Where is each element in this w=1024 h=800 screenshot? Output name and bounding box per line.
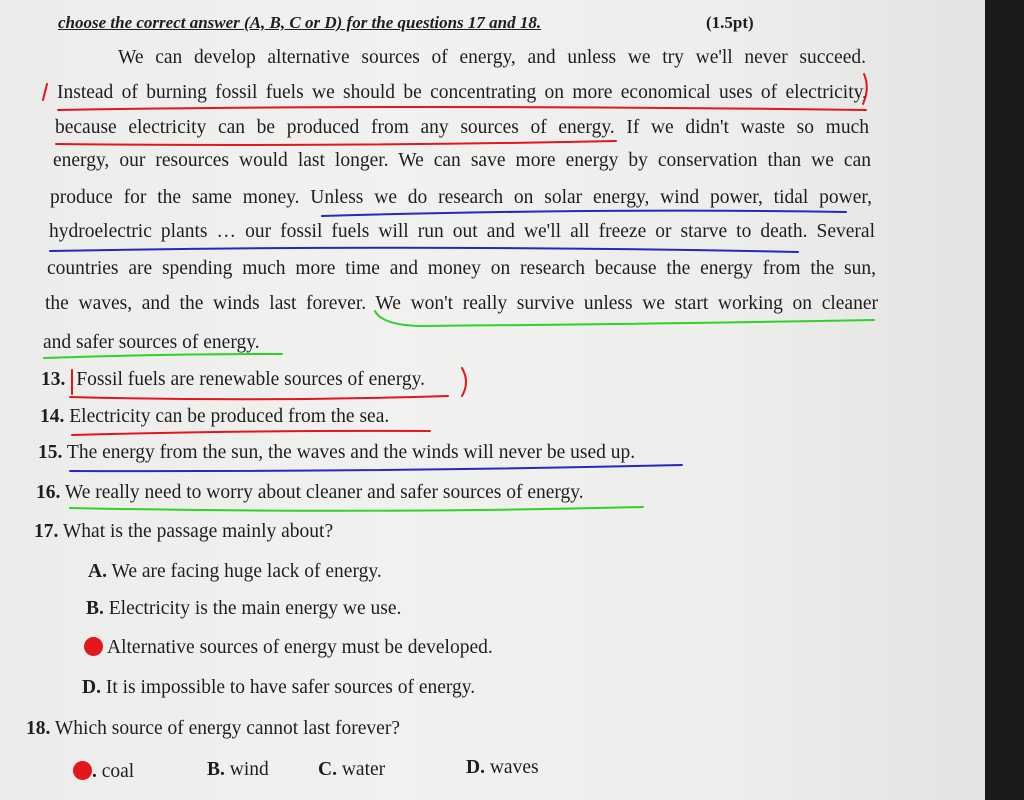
option-letter: B. <box>207 759 225 780</box>
option-17-b[interactable] <box>86 597 401 621</box>
option-letter: . <box>92 761 97 782</box>
red-bracket-mark <box>462 368 466 396</box>
blue-underline <box>322 211 846 216</box>
statement-16 <box>36 481 584 505</box>
statement-text: Electricity can be produced from the sea. <box>69 406 390 427</box>
red-underline <box>72 431 430 435</box>
option-letter: A. <box>88 561 107 582</box>
blue-underline <box>50 248 798 252</box>
instruction-heading: choose the correct answer (A, B, C or D) for the questions 17 and 18. <box>58 13 542 32</box>
statement-text: The energy from the sun, the waves and the winds will never be used up. <box>66 442 636 463</box>
statement-14 <box>40 405 389 429</box>
option-text: Electricity is the main energy we use. <box>108 598 402 619</box>
passage-line: because electricity can be produced from any sources of energy. If we didn't waste so much <box>55 117 869 138</box>
red-underline <box>70 396 448 399</box>
statement-number: 14. <box>40 406 65 427</box>
question-number: 18. <box>26 718 51 739</box>
points-label: (1.5pt) <box>706 13 754 32</box>
passage-line: countries are spending much more time and money on research because the energy from the sun, <box>47 258 876 279</box>
passage-line: We can develop alternative sources of energy, and unless we try we'll never succeed. <box>118 47 866 68</box>
option-17-d[interactable] <box>82 676 475 700</box>
statement-number: 16. <box>36 482 61 503</box>
option-letter: C. <box>318 759 337 780</box>
statement-text: We really need to worry about cleaner and safer sources of energy. <box>64 482 584 503</box>
option-18-d[interactable] <box>466 756 539 780</box>
statement-number: 13. <box>41 369 66 390</box>
question-number: 17. <box>34 521 59 542</box>
option-text: Alternative sources of energy must be developed. <box>107 637 493 658</box>
blue-underline <box>70 465 682 471</box>
statement-15 <box>38 441 635 465</box>
option-17-c-marked[interactable] <box>84 636 493 660</box>
question-18-prompt <box>26 717 400 741</box>
option-letter: D. <box>82 677 101 698</box>
option-17-a[interactable] <box>88 560 382 584</box>
option-letter: D. <box>466 757 485 778</box>
option-text: wind <box>229 759 269 780</box>
option-18-a-marked[interactable] <box>73 760 134 784</box>
option-text: coal <box>101 761 135 782</box>
option-18-c[interactable] <box>318 758 385 782</box>
green-underline <box>70 507 643 511</box>
question-17-prompt <box>34 520 333 544</box>
red-underline <box>56 141 616 145</box>
option-text: We are facing huge lack of energy. <box>111 561 382 582</box>
passage-line: energy, our resources would last longer. We can save more energy by conservation than we can <box>53 150 871 171</box>
passage-line: the waves, and the winds last forever. We won't really survive unless we start working on cleaner <box>45 293 878 314</box>
option-letter: B. <box>86 598 104 619</box>
question-text: Which source of energy cannot last forever? <box>54 718 400 739</box>
passage-line: Instead of burning fossil fuels we should be concentrating on more economical uses of electricity, <box>57 82 867 103</box>
passage-line: produce for the same money. Unless we do research on solar energy, wind power, tidal power, <box>50 187 872 208</box>
answer-mark-icon <box>73 761 92 780</box>
passage-line: hydroelectric plants … our fossil fuels will run out and we'll all freeze or starve to death. Several <box>49 221 875 242</box>
option-text: It is impossible to have safer sources of energy. <box>105 677 476 698</box>
option-text: water <box>341 759 386 780</box>
option-text: waves <box>489 757 539 778</box>
red-underline <box>58 107 866 110</box>
question-text: What is the passage mainly about? <box>62 521 334 542</box>
statement-text: Fossil fuels are renewable sources of energy. <box>76 369 425 390</box>
passage-line: and safer sources of energy. <box>43 332 260 353</box>
statement-number: 15. <box>38 442 63 463</box>
answer-mark-icon <box>84 637 103 656</box>
option-18-b[interactable] <box>207 758 269 782</box>
red-bracket-mark <box>43 84 47 100</box>
statement-13 <box>41 368 425 392</box>
